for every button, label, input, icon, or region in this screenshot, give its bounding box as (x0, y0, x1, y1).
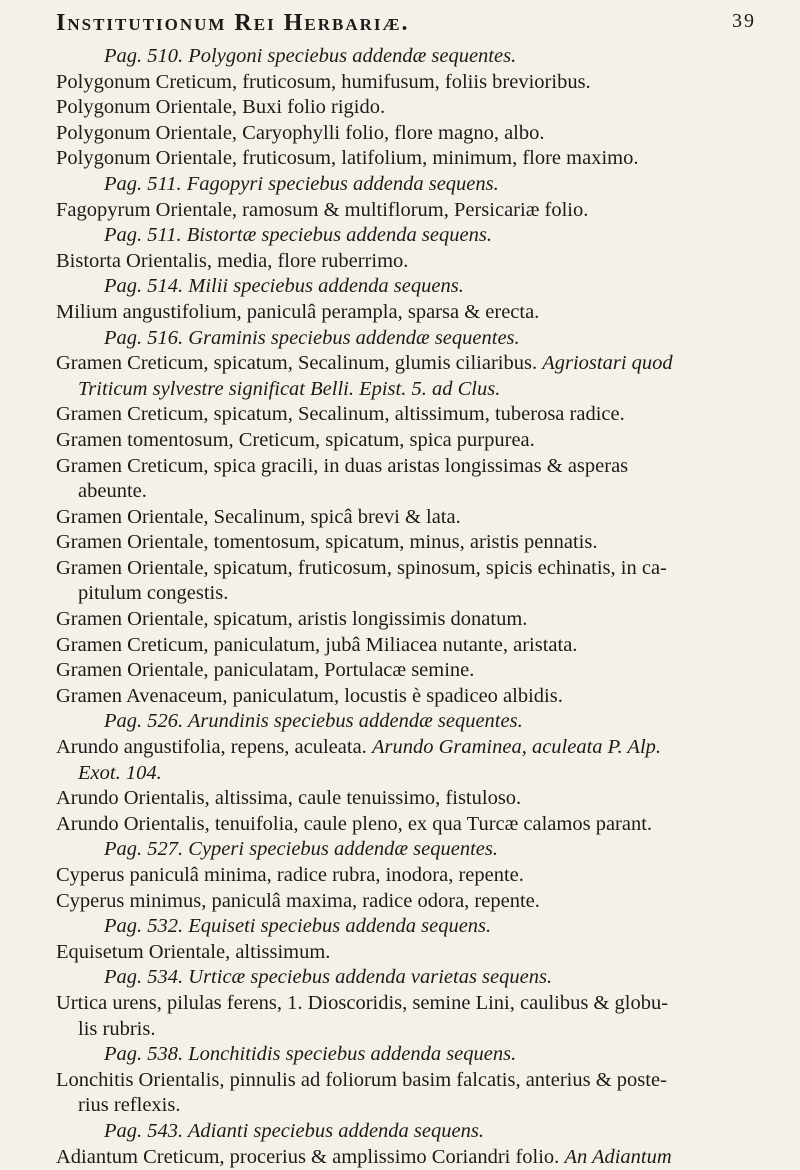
entry-line: Fagopyrum Orientale, ramosum & multiflorum, Persicariæ folio. (56, 198, 589, 221)
section-heading: Pag. 510. Polygoni speciebus addendæ sequentes. (104, 45, 517, 67)
synonym-citation: Agriostari quod (542, 352, 673, 375)
entry-line: Polygonum Orientale, Buxi folio rigido. (56, 96, 386, 119)
entry-text: Adiantum Creticum, procerius & amplissimo Coriandri folio. (56, 1145, 565, 1168)
section-heading: Pag. 538. Lonchitidis speciebus addenda sequens. (104, 1043, 517, 1066)
synonym-citation: An Adiantum (564, 1145, 672, 1168)
entry-line: Lonchitis Orientalis, pinnulis ad foliorum basim falcatis, anterius & poste- (56, 1068, 667, 1091)
continuation-line: Triticum sylvestre significat Belli. Epist. 5. ad Clus. (78, 377, 501, 400)
entry-line: Gramen Orientale, spicatum, aristis longissimis donatum. (56, 608, 528, 631)
section-heading: Pag. 532. Equiseti speciebus addenda sequens. (104, 915, 492, 938)
entry-line: Milium angustifolium, paniculâ perampla, sparsa & erecta. (56, 300, 540, 323)
continuation-line: pitulum congestis. (78, 582, 229, 605)
entry-line: Gramen Orientale, tomentosum, spicatum, minus, aristis pennatis. (56, 531, 598, 554)
entry-line: Equisetum Orientale, altissimum. (56, 940, 331, 963)
entry-line (56, 735, 768, 761)
entry-line (56, 1145, 768, 1170)
entry-line: Polygonum Orientale, Caryophylli folio, flore magno, albo. (56, 121, 545, 144)
section-heading: Pag. 511. Fagopyri speciebus addenda sequens. (104, 172, 499, 195)
continuation-line: abeunte. (78, 480, 147, 503)
entry-line: Polygonum Orientale, fruticosum, latifolium, minimum, flore maximo. (56, 147, 639, 170)
entry-line: Gramen Orientale, paniculatam, Portulacæ semine. (56, 659, 475, 682)
continuation-line: Exot. 104. (78, 761, 162, 784)
section-heading: Pag. 516. Graminis speciebus addendæ sequentes. (104, 326, 520, 349)
entry-line: Arundo Orientalis, altissima, caule tenuissimo, fistuloso. (56, 787, 522, 810)
synonym-citation: Arundo Graminea, aculeata P. Alp. (371, 736, 662, 759)
entry-line: Urtica urens, pilulas ferens, 1. Dioscoridis, semine Lini, caulibus & globu- (56, 991, 669, 1014)
entry-line: Cyperus paniculâ minima, radice rubra, inodora, repente. (56, 864, 524, 886)
entry-line: Gramen Orientale, Secalinum, spicâ brevi & lata. (56, 505, 461, 528)
entry-text: Gramen Creticum, spicatum, Secalinum, glumis ciliaribus. (56, 352, 543, 375)
section-heading: Pag. 514. Milii speciebus addenda sequens. (104, 275, 464, 298)
section-heading: Pag. 526. Arundinis speciebus addendæ sequentes. (104, 710, 523, 733)
entry-line: Gramen Creticum, paniculatum, jubâ Miliacea nutante, aristata. (56, 633, 578, 656)
entry-line: Bistorta Orientalis, media, flore ruberrimo. (56, 249, 409, 272)
section-heading: Pag. 511. Bistortæ speciebus addenda sequens. (104, 224, 492, 247)
section-heading: Pag. 534. Urticæ speciebus addenda varietas sequens. (104, 966, 553, 989)
entry-line: Gramen tomentosum, Creticum, spicatum, spica purpurea. (56, 428, 535, 451)
section-heading: Pag. 543. Adianti speciebus addenda sequens. (104, 1119, 484, 1142)
entry-line: Gramen Orientale, spicatum, fruticosum, spinosum, spicis echinatis, in ca- (56, 556, 667, 579)
entry-line (56, 351, 768, 377)
section-heading: Pag. 527. Cyperi speciebus addendæ sequentes. (104, 838, 498, 861)
continuation-line: rius reflexis. (78, 1094, 181, 1117)
entry-line: Gramen Avenaceum, paniculatum, locustis è spadiceo albidis. (56, 684, 563, 707)
continuation-line: lis rubris. (78, 1017, 156, 1040)
entry-line: Arundo Orientalis, tenuifolia, caule pleno, ex qua Turcæ calamos parant. (56, 812, 653, 835)
entry-line: Cyperus minimus, paniculâ maxima, radice odora, repente. (56, 889, 540, 912)
entry-line: Gramen Creticum, spicatum, Secalinum, altissimum, tuberosa radice. (56, 403, 625, 426)
running-title: Institutionum Rei Herbariæ. (56, 10, 410, 36)
text-body (56, 44, 768, 1170)
page-number: 39 (732, 10, 756, 32)
running-header (56, 10, 756, 37)
entry-line: Gramen Creticum, spica gracili, in duas aristas longissimas & asperas (56, 454, 629, 477)
entry-text: Arundo angustifolia, repens, aculeata. (56, 736, 372, 759)
entry-line: Polygonum Creticum, fruticosum, humifusum, foliis brevioribus. (56, 70, 591, 93)
